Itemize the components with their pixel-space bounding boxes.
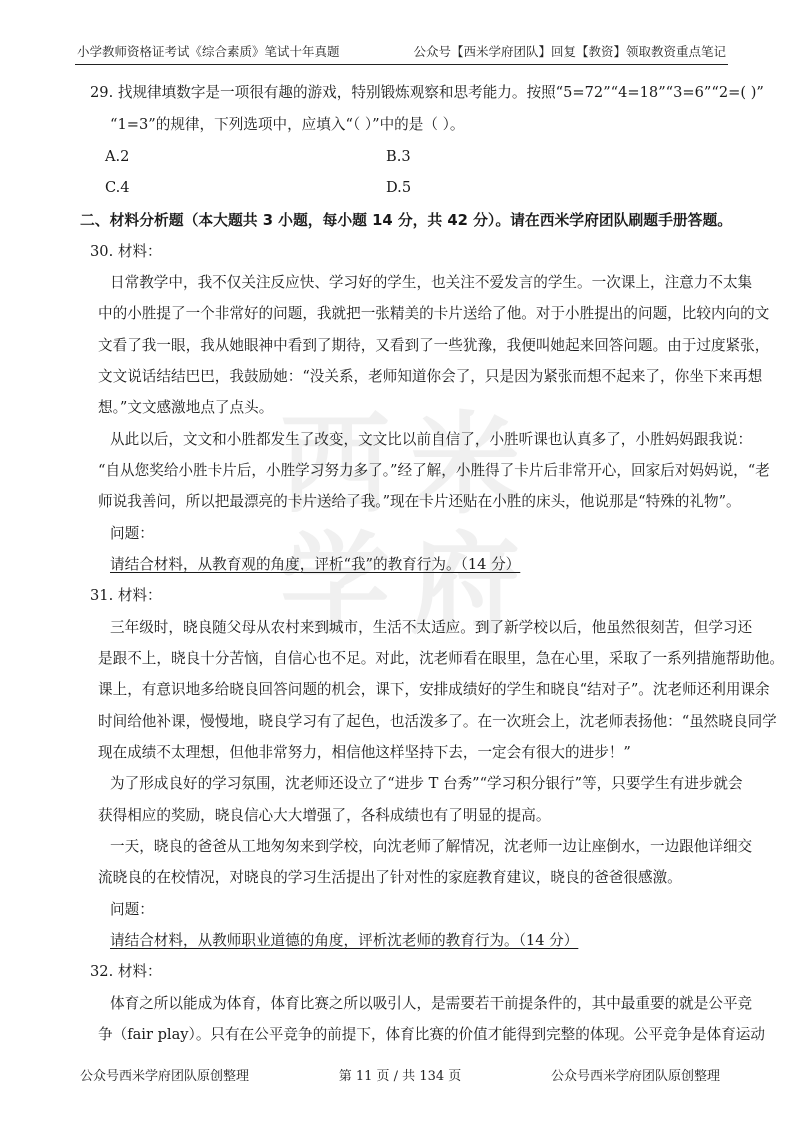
option-d: D.5 [386, 179, 412, 196]
q31-p1-line: 时间给他补课，慢慢地，晓良学习有了起色，也活泼多了。在一次班会上，沈老师表扬他：“虽然晓良同学 [98, 713, 777, 730]
footer-left: 公众号西米学府团队原创整理 [80, 1069, 250, 1084]
option-a: A.2 [105, 148, 130, 165]
q30-p2-line: “自从您奖给小胜卡片后，小胜学习努力多了。”经了解，小胜得了卡片后非常开心，回家后对妈妈说，“老 [98, 462, 770, 479]
q30-p1-line: 日常教学中，我不仅关注反应快、学习好的学生，也关注不爱发言的学生。一次课上，注意力不太集 [110, 274, 753, 291]
page-footer [80, 1066, 720, 1088]
q31-p1-line: 现在成绩不太理想，但他非常努力，相信他这样坚持下去，一定会有很大的进步！” [98, 744, 631, 761]
q31-p1-line: 是跟不上，晓良十分苦恼，自信心也不足。对此，沈老师看在眼里，急在心里，采取了一系列措施帮助他。 [98, 650, 784, 667]
q32-label: 32. 材料： [90, 963, 162, 980]
watermark-char: 米 [410, 401, 520, 529]
watermark-char: 府 [410, 521, 520, 649]
q31-p2-line: 为了形成良好的学习氛围，沈老师还设立了“进步 T 台秀”“学习积分银行”等，只要学生有进步就会 [110, 775, 743, 792]
header-title: 小学教师资格证考试《综合素质》笔试十年真题 [77, 44, 340, 59]
watermark-char: 西 [280, 401, 390, 529]
q32-p1-line: 争（fair play）。只有在公平竞争的前提下，体育比赛的价值才能得到完整的体现。公平竞争是体育运动 [98, 1026, 765, 1043]
option-b: B.3 [386, 148, 411, 165]
option-c: C.4 [105, 179, 130, 196]
q31-p1-line: 课上，有意识地多给晓良回答问题的机会，课下，安排成绩好的学生和晓良“结对子”。沈老师还利用课余 [98, 681, 770, 698]
q30-p1-line: 文文说话结结巴巴，我鼓励她：“没关系，老师知道你会了，只是因为紧张而想不起来了，你坐下来再想 [98, 368, 763, 385]
q30-p1-line: 中的小胜提了一个非常好的问题，我就把一张精美的卡片送给了他。对于小胜提出的问题，比较内向的文 [98, 305, 770, 322]
q32-p1-line: 体育之所以能成为体育，体育比赛之所以吸引人，是需要若干前提条件的，其中最重要的就是公平竞 [110, 995, 753, 1012]
page-header [75, 40, 728, 65]
q29-text: 29. 找规律填数字是一项很有趣的游戏，特别锻炼观察和思考能力。按照“5=72”“4=18”“3=6”“2=( )” [90, 84, 764, 101]
q31-question-label: 问题： [110, 901, 154, 918]
q30-question-label: 问题： [110, 525, 154, 542]
watermark-char: 学 [280, 521, 390, 649]
header-promo: 公众号【西米学府团队】回复【教资】领取教资重点笔记 [413, 44, 726, 59]
q30-p2-line: 从此以后，文文和小胜都发生了改变，文文比以前自信了，小胜听课也认真多了，小胜妈妈跟我说： [110, 431, 753, 448]
q30-p1-line: 文看了我一眼，我从她眼神中看到了期待，又看到了一些犹豫，我便叫她起来回答问题。由于过度紧张， [98, 337, 770, 354]
q30-p2-line: 师说我善问，所以把最漂亮的卡片送给了我。”现在卡片还贴在小胜的床头，他说那是“特殊的礼物”。 [98, 493, 741, 510]
q31-p3-line: 流晓良的在校情况，对晓良的学习生活提出了针对性的家庭教育建议，晓良的爸爸很感激。 [98, 869, 682, 886]
q31-p1-line: 三年级时，晓良随父母从农村来到城市，生活不太适应。到了新学校以后，他虽然很刻苦，但学习还 [110, 619, 753, 636]
page-number: 第 11 页 / 共 134 页 [338, 1069, 462, 1084]
q31-p3-line: 一天，晓良的爸爸从工地匆匆来到学校，向沈老师了解情况，沈老师一边让座倒水，一边跟他详细交 [110, 838, 753, 855]
q30-question: 请结合材料，从教育观的角度，评析“我”的教育行为。（14 分） [110, 556, 521, 573]
footer-right: 公众号西米学府团队原创整理 [550, 1069, 720, 1084]
q30-p1-line: 想。”文文感激地点了点头。 [98, 399, 274, 416]
q31-question: 请结合材料，从教师职业道德的角度，评析沈老师的教育行为。（14 分） [110, 932, 579, 949]
q30-label: 30. 材料： [90, 243, 162, 260]
q29-text-cont: “1=3”的规律，下列选项中，应填入“（ ）”中的是（ ）。 [110, 116, 465, 133]
section-title: 二、材料分析题（本大题共 3 小题，每小题 14 分，共 42 分）。请在西米学府团队刷题手册答题。 [80, 212, 733, 229]
q31-p2-line: 获得相应的奖励，晓良信心大大增强了，各科成绩也有了明显的提高。 [98, 807, 551, 824]
q31-label: 31. 材料： [90, 587, 162, 604]
